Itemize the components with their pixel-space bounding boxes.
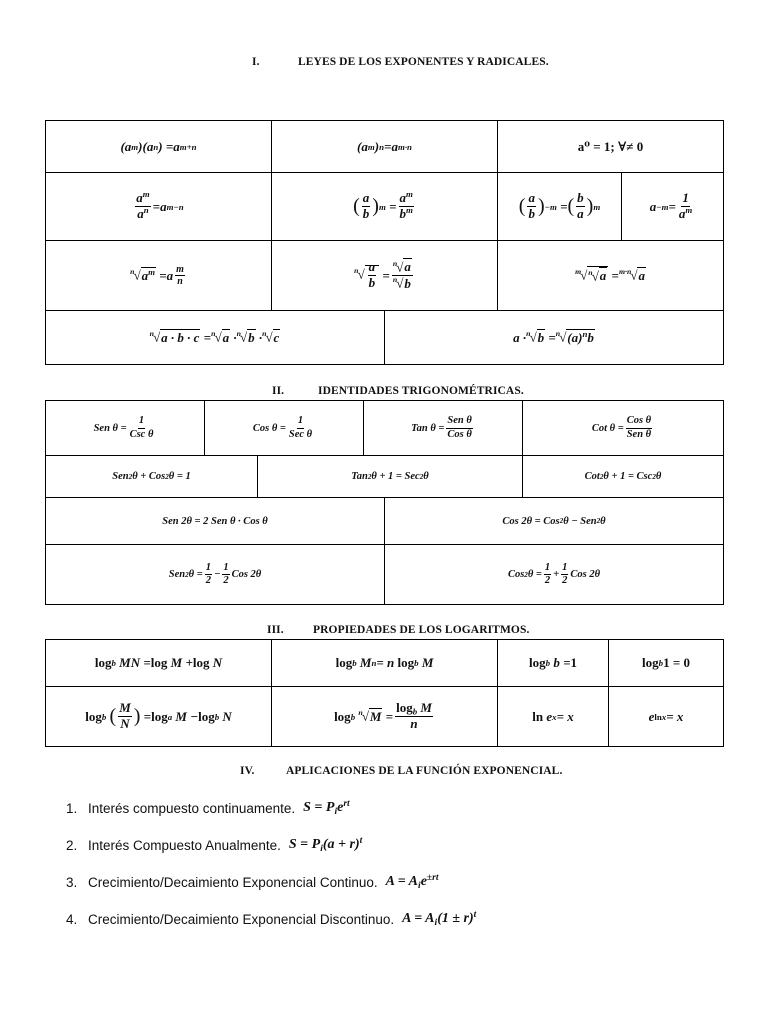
list-item: [66, 795, 350, 821]
identity-cosine-reciprocal: Cos θ = $\frac{1}{\text{Sec θ}}$: [204, 400, 364, 456]
list-item-label: Crecimiento/Decaimiento Exponencial Continuo.: [88, 874, 378, 890]
section-number: I.: [252, 56, 260, 68]
section-title: PROPIEDADES DE LOS LOGARITMOS.: [313, 624, 530, 636]
exp-natural-log-inverse: e lnx = x: [608, 686, 724, 747]
law-negative-exponent: a −m = $\frac{1}{a^m}$: [621, 172, 724, 241]
identity-sine-squared: Sen 2 θ = $\frac{1}{2}$ − $\frac{1}{2}$ Cos 2θ: [45, 544, 385, 605]
list-item-index: 3.: [66, 874, 78, 890]
law-power-of-quotient: ( $\frac{a}{b}$ ) m = $\frac{a^m}{b^m}$: [271, 172, 498, 241]
section-number: IV.: [240, 765, 255, 777]
identity-pythagorean-cot-csc: Cot 2 θ + 1 = Csc 2 θ: [522, 455, 724, 498]
law-product-of-powers: ( a m )( a n ) = a m+n: [45, 120, 272, 173]
identity-cotangent-quotient: Cot θ = $\frac{\text{Cos θ}}{\text{Sen θ}}$: [522, 400, 724, 456]
list-item-index: 2.: [66, 837, 78, 853]
list-item-index: 1.: [66, 800, 78, 816]
list-item: [66, 832, 362, 858]
log-power-rule: log b M n = n log b M: [271, 639, 498, 687]
list-item-label: Interés compuesto continuamente.: [88, 800, 296, 816]
section-heading-applications: [0, 765, 768, 783]
log-base-identity: log b b = 1: [497, 639, 609, 687]
list-item-label: Interés Compuesto Anualmente.: [88, 837, 281, 853]
log-quotient-rule: log b ( $\frac{M}{N}$ ) = log a M − log b N: [45, 686, 272, 747]
formula-continuous-growth-decay: $A = A_ie^{\pm rt}$: [385, 872, 439, 891]
list-item-index: 4.: [66, 911, 78, 927]
section-heading-exponents: [0, 56, 768, 74]
identity-tangent-quotient: Tan θ = $\frac{\text{Sen θ}}{\text{Cos θ}}$: [363, 400, 523, 456]
section-number: II.: [272, 385, 285, 397]
law-power-of-power: ( a m ) n = a m·n: [271, 120, 498, 173]
log-of-one: log b 1 = 0: [608, 639, 724, 687]
law-coefficient-into-root: a · $^n$√b = $^n√(a)^nb$: [384, 310, 724, 365]
identity-pythagorean-sin-cos: Sen 2 θ + Cos 2 θ = 1: [45, 455, 258, 498]
log-product-rule: log b MN = log M + log N: [45, 639, 272, 687]
law-root-of-product: $^n$√a · b · c = $^n$√a · $^n$√b · $^n$√c: [45, 310, 385, 365]
formula-annual-compound-interest: $S = P_i(a + r)^t$: [288, 835, 363, 854]
section-title: LEYES DE LOS EXPONENTES Y RADICALES.: [298, 56, 549, 68]
identity-sine-reciprocal: Sen θ = $\frac{1}{\text{Csc θ}}$: [45, 400, 205, 456]
identity-pythagorean-tan-sec: Tan 2 θ + 1 = Sec 2 θ: [257, 455, 523, 498]
list-item: [66, 869, 438, 895]
law-negative-power-of-quotient: ( $\frac{a}{b}$ ) −m = ( $\frac{b}{a}$ ) m: [497, 172, 622, 241]
identity-double-angle-cosine: Cos 2θ = Cos 2 θ − Sen 2 θ: [384, 497, 724, 545]
identity-double-angle-sine: Sen 2θ = 2 Sen θ · Cos θ: [45, 497, 385, 545]
section-title: APLICACIONES DE LA FUNCIÓN EXPONENCIAL.: [286, 765, 563, 777]
list-item: [66, 906, 476, 932]
formula-continuous-compound-interest: $S = P_ie^{rt}$: [303, 798, 350, 817]
law-root-of-root: $^m$√$^n$√a = $^{m\cdot n}$√a: [497, 240, 724, 311]
log-natural-exp-inverse: ln e x = x: [497, 686, 609, 747]
log-root-rule: log b $^n$√M = $\frac{\log_b M}{n}$: [271, 686, 498, 747]
section-number: III.: [267, 624, 284, 636]
identity-cosine-squared: Cos 2 θ = $\frac{1}{2}$ + $\frac{1}{2}$ Cos 2θ: [384, 544, 724, 605]
section-title: IDENTIDADES TRIGONOMÉTRICAS.: [318, 385, 524, 397]
law-zero-exponent: a⁰ = 1; ∀≠ 0: [497, 120, 724, 173]
law-root-of-quotient: $^n$√ $\frac{a}{b}$ = $\frac{^n√a}{^n√b}$: [271, 240, 498, 311]
formula-discrete-growth-decay: $A = A_i(1 \pm r)^t$: [402, 909, 477, 928]
law-quotient-of-powers: $\frac{a^m}{a^n}$ = a m−n: [45, 172, 272, 241]
law-fractional-exponent: $^n√a^m$ = a $\frac{m}{n}$: [45, 240, 272, 311]
list-item-label: Crecimiento/Decaimiento Exponencial Discontinuo.: [88, 911, 395, 927]
